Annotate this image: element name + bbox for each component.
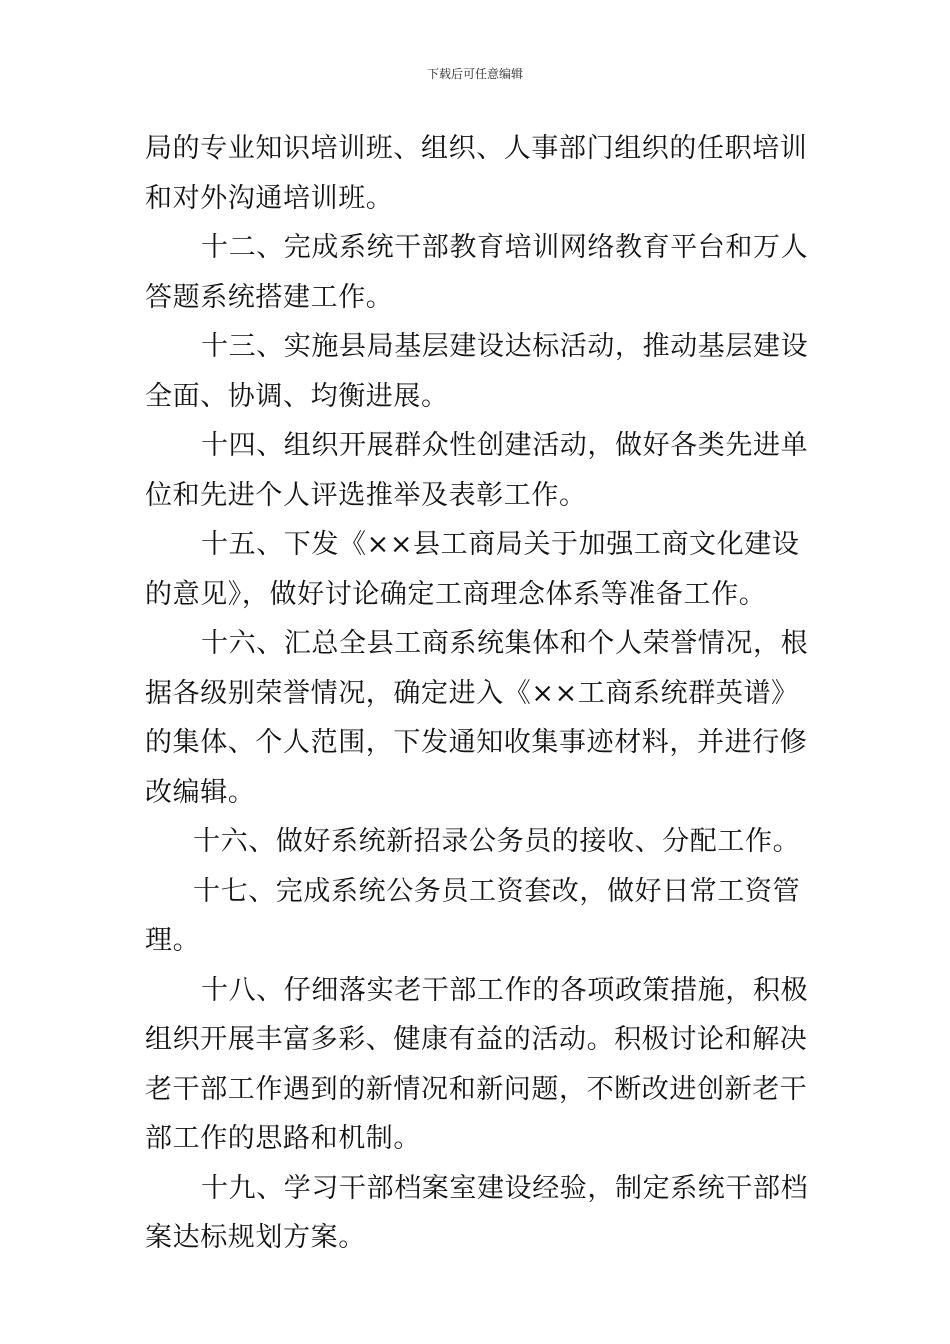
paragraph-7: 十六、做好系统新招录公务员的接收、分配工作。: [193, 826, 801, 857]
paragraph-5: 十五、下发《××县工商局关于加强工商文化建设的意见》，做好讨论确定工商理念体系等准备工作。: [145, 529, 800, 610]
paragraph-3: 十三、实施县局基层建设达标活动，推动基层建设全面、协调、均衡进展。: [145, 331, 809, 412]
document-body: [145, 124, 810, 1263]
paragraph-6: 十六、汇总全县工商系统集体和个人荣誉情况，根据各级别荣誉情况，确定进入《××工商系统群英谱》的集体、个人范围，下发通知收集事迹材料，并进行修改编辑。: [145, 628, 809, 808]
paragraph-2: 十二、完成系统干部教育培训网络教育平台和万人答题系统搭建工作。: [145, 232, 809, 313]
paragraph-1: 局的专业知识培训班、组织、人事部门组织的任职培训和对外沟通培训班。: [145, 133, 808, 214]
paragraph-8: 十七、完成系统公务员工资套改，做好日常工资管理。: [145, 875, 801, 956]
paragraph-4: 十四、组织开展群众性创建活动，做好各类先进单位和先进个人评选推举及表彰工作。: [145, 430, 809, 511]
page-header: 下载后可任意编辑: [426, 67, 523, 81]
paragraph-9: 十八、仔细落实老干部工作的各项政策措施，积极组织开展丰富多彩、健康有益的活动。积极讨论和解决老干部工作遇到的新情况和新问题，不断改进创新老干部工作的思路和机制。: [145, 974, 809, 1154]
paragraph-10: 十九、学习干部档案室建设经验，制定系统干部档案达标规划方案。: [145, 1172, 809, 1253]
